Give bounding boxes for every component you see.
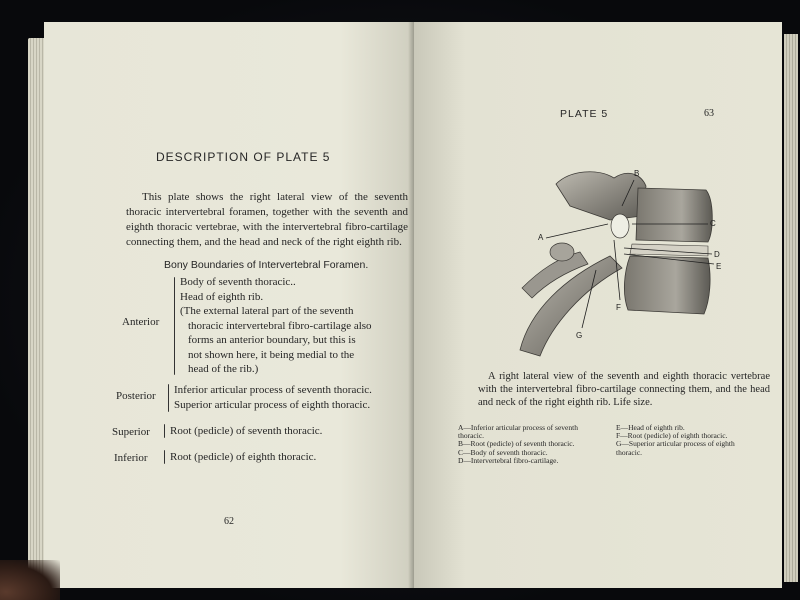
- anterior-line: forms an anterior boundary, but this is: [188, 334, 356, 346]
- right-page: [414, 22, 782, 588]
- anterior-line: (The external lateral part of the seventh: [180, 305, 354, 317]
- leader-line-a: [546, 224, 608, 238]
- posterior-label: Posterior: [116, 390, 156, 402]
- anterior-brace: [174, 277, 175, 375]
- legend-right: [616, 424, 746, 457]
- figure-label-g: G: [576, 331, 583, 340]
- inferior-line: Root (pedicle) of eighth thoracic.: [170, 451, 317, 463]
- running-head: PLATE 5: [560, 108, 609, 120]
- superior-line: Root (pedicle) of seventh thoracic.: [170, 425, 323, 437]
- figure-label-b: B: [634, 169, 640, 178]
- posterior-brace: [168, 384, 169, 412]
- anterior-line: Head of eighth rib.: [180, 290, 264, 303]
- superior-label: Superior: [112, 426, 150, 438]
- figure-label-e: E: [716, 262, 722, 271]
- figure-label-f: F: [616, 303, 621, 312]
- legend-item: E—Head of eighth rib.: [616, 423, 685, 432]
- foramen-shape: [611, 214, 629, 238]
- figure-caption: A right lateral view of the seventh and eighth thoracic vertebrae with the intervertebral fibro-cartilage connecting them, and the head and neck of the right eighth rib. Life size.: [478, 371, 770, 408]
- legend-item: G—Superior articular process of eighth thoracic.: [616, 439, 735, 457]
- open-book: [28, 16, 798, 596]
- superior-brace: [164, 424, 165, 438]
- legend-item: D—Intervertebral fibro-cartilage.: [458, 455, 559, 465]
- upper-process-shape: [556, 172, 646, 220]
- intro-paragraph: This plate shows the right lateral view of the seventh thoracic intervertebral foramen, together with the seventh and eighth thoracic vertebrae, with the intervertebral fibro-cartilage connecting them, and the head and neck of the right eighth rib.: [126, 191, 408, 248]
- anterior-line: thoracic intervertebral fibro-cartilage also: [188, 319, 372, 332]
- figure-label-a: A: [538, 233, 544, 242]
- legend-item: B—Root (pedicle) of seventh thoracic.: [458, 439, 575, 449]
- page-stack-right: [784, 34, 798, 582]
- seventh-body-shape: [636, 188, 712, 242]
- finger-corner: [0, 560, 60, 600]
- anterior-lines: [180, 275, 372, 377]
- anterior-line: Body of seventh thoracic..: [180, 276, 296, 288]
- posterior-line: Superior articular process of eighth thoracic.: [174, 398, 371, 411]
- page-number: 63: [704, 108, 714, 119]
- anterior-label: Anterior: [122, 316, 160, 328]
- posterior-line: Inferior articular process of seventh thoracic.: [174, 384, 372, 396]
- posterior-lines: [174, 383, 372, 412]
- inferior-brace: [164, 450, 165, 464]
- page-title: DESCRIPTION OF PLATE 5: [156, 150, 331, 164]
- figure-label-c: C: [710, 219, 716, 228]
- disc-shape: [630, 244, 708, 256]
- vertebrae-illustration: [510, 160, 740, 360]
- left-page: [44, 22, 414, 588]
- legend-left: [458, 424, 600, 465]
- superior-lines: [170, 424, 322, 439]
- anterior-line: head of the rib.): [188, 363, 259, 375]
- figure-label-d: D: [714, 250, 720, 259]
- anterior-line: not shown here, it being medial to the: [188, 348, 355, 361]
- inferior-label: Inferior: [114, 452, 148, 464]
- legend-item: A—Inferior articular process of seventh thoracic.: [458, 423, 578, 441]
- eighth-body-shape: [624, 256, 710, 314]
- legend-item: C—Body of seventh thoracic.: [458, 447, 548, 457]
- legend-item: F—Root (pedicle) of eighth thoracic.: [616, 431, 728, 441]
- inferior-lines: [170, 450, 316, 465]
- section-heading: Bony Boundaries of Intervertebral Foramen.: [164, 259, 369, 271]
- page-number: 62: [224, 516, 234, 527]
- rib-head-shape: [550, 243, 574, 261]
